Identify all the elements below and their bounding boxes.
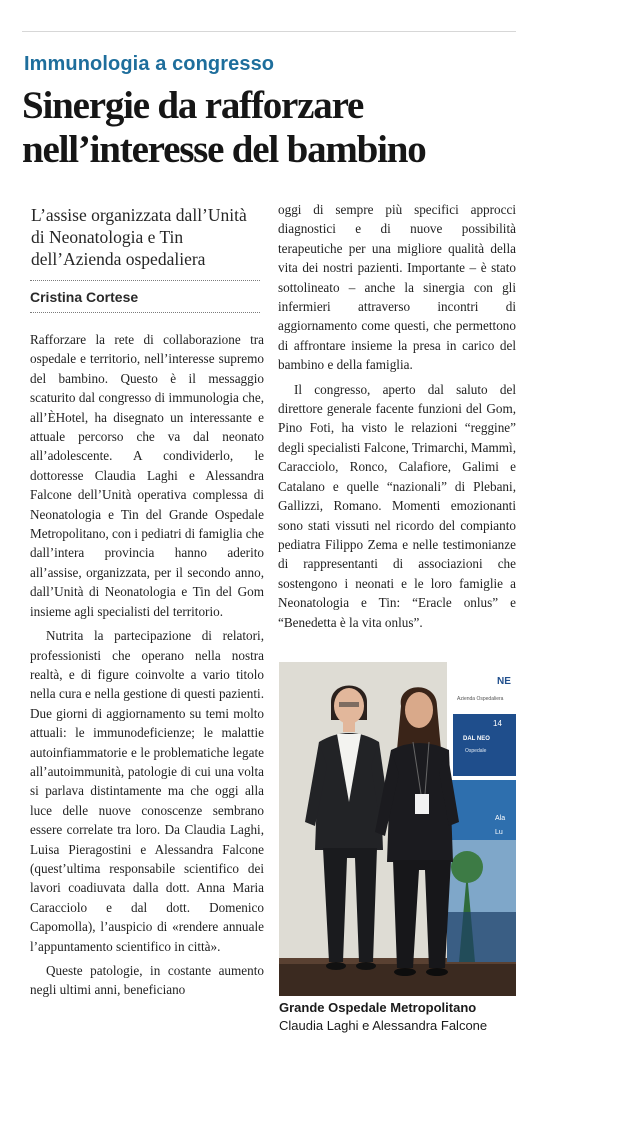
blank-page-bottom [0, 1050, 620, 1139]
banner-text: Ospedale [465, 748, 487, 754]
banner-text: NE [497, 676, 511, 687]
body-paragraph: Il congresso, aperto dal saluto del direttore generale facente funzioni del Gom, Pino Foti, ha visto le relazioni “reggine” degli specialisti Falcone, Trimarchi, Mammì, Caracciolo, Ronco, Calafiore, Galimi e Catalano e quelle “nazionali” di Plebani, Gallizzi, Romano. Momenti emozionanti sono stati vissuti nel ricordo del compianto pediatra Filippo Zema e nelle testimonianze di rappresentanti di associazioni che sostengono i neonati e le loro famiglie a Neonatologia e Tin: “Eracle onlus” e “Benedetta è la vita onlus”. [278, 381, 516, 630]
article-photo [279, 662, 516, 996]
author-byline: Cristina Cortese [30, 289, 139, 305]
body-paragraph: oggi di sempre più specifici approcci diagnostici e di nuove possibilità terapeutiche per una migliore qualità della vita dei nostri pazienti. Importante – è stato sottolineato – anche la sinergia con gli infermieri attraverso incontri di aggiornamento come questi, che permettono di affrontare insieme la presa in carico del bambino e della famiglia. [278, 202, 516, 373]
article-headline [22, 84, 522, 172]
banner-text: Ala [495, 815, 506, 822]
banner-text: Lu [495, 829, 503, 836]
right-column [278, 200, 516, 632]
article-kicker: Immunologia a congresso [24, 53, 275, 75]
subtitle-line: dell’Azienda ospedaliera [31, 249, 206, 269]
banner-text: Azienda Ospedaliera [457, 696, 504, 702]
photo-caption-title: Grande Ospedale Metropolitano [279, 1000, 477, 1015]
dotted-divider [30, 280, 260, 281]
dotted-divider [30, 312, 260, 313]
subtitle-line: L’assise organizzata dall’Unità [31, 205, 247, 225]
body-paragraph: Nutrita la partecipazione di relatori, professionisti che operano nella nostra realtà, e di figure coinvolte a vario titolo nella cura e nella gestione di questi pazienti. Due giorni di aggiornamento su temi molto attuali: le immunodeficienze; le malattie autoinfiammatorie e le problematiche legate all’autoimmunità, patologie di cui una volta si parlava distintamente ma che oggi alla luce delle nuove conoscenze sembrano essere correlate tra loro. Da Claudia Laghi, Luisa Pieragostini e Alessandra Falcone (quest’ultima responsabile scientifico dei lavori coadiuvata dalla dott. Anna Maria Caracciolo e dal dott. Domenico Capomolla), l’auspicio di «rendere annuale l’appuntamento scientifico in città». [30, 628, 264, 954]
top-rule [22, 31, 516, 32]
body-paragraph: Queste patologie, in costante aumento negli ultimi anni, beneficiano [30, 963, 264, 998]
headline-line: Sinergie da rafforzare [22, 84, 364, 127]
banner-text: 14 [493, 719, 502, 728]
subtitle-line: di Neonatologia e Tin [31, 227, 184, 247]
body-paragraph: Rafforzare la rete di collaborazione tra ospedale e territorio, nell’interesse supremo del bambino. Questo è il messaggio scaturito dal congresso di immunologia che, all’ÈHotel, ha disegnato un interessante e attuale percorso che va dal neonato all’adolescente. A condividerlo, le dottoresse Claudia Laghi e Alessandra Falcone dell’Unità operativa complessa di Neonatologia e Tin del Grande Ospedale Metropolitano, con i pediatri di famiglia che dall’intera provincia hanno aderito all’assise, organizzata, per il secondo anno, dall’Unità di Neonatologia e Tin del Gom insieme agli specialisti del territorio. [30, 332, 265, 619]
left-column [30, 330, 264, 1000]
headline-line: nell’interesse del bambino [22, 128, 426, 171]
article-subtitle [31, 204, 261, 270]
congress-banner [447, 662, 516, 962]
photo-caption-text: Claudia Laghi e Alessandra Falcone [279, 1018, 488, 1033]
banner-text: DAL NEO [463, 736, 490, 742]
